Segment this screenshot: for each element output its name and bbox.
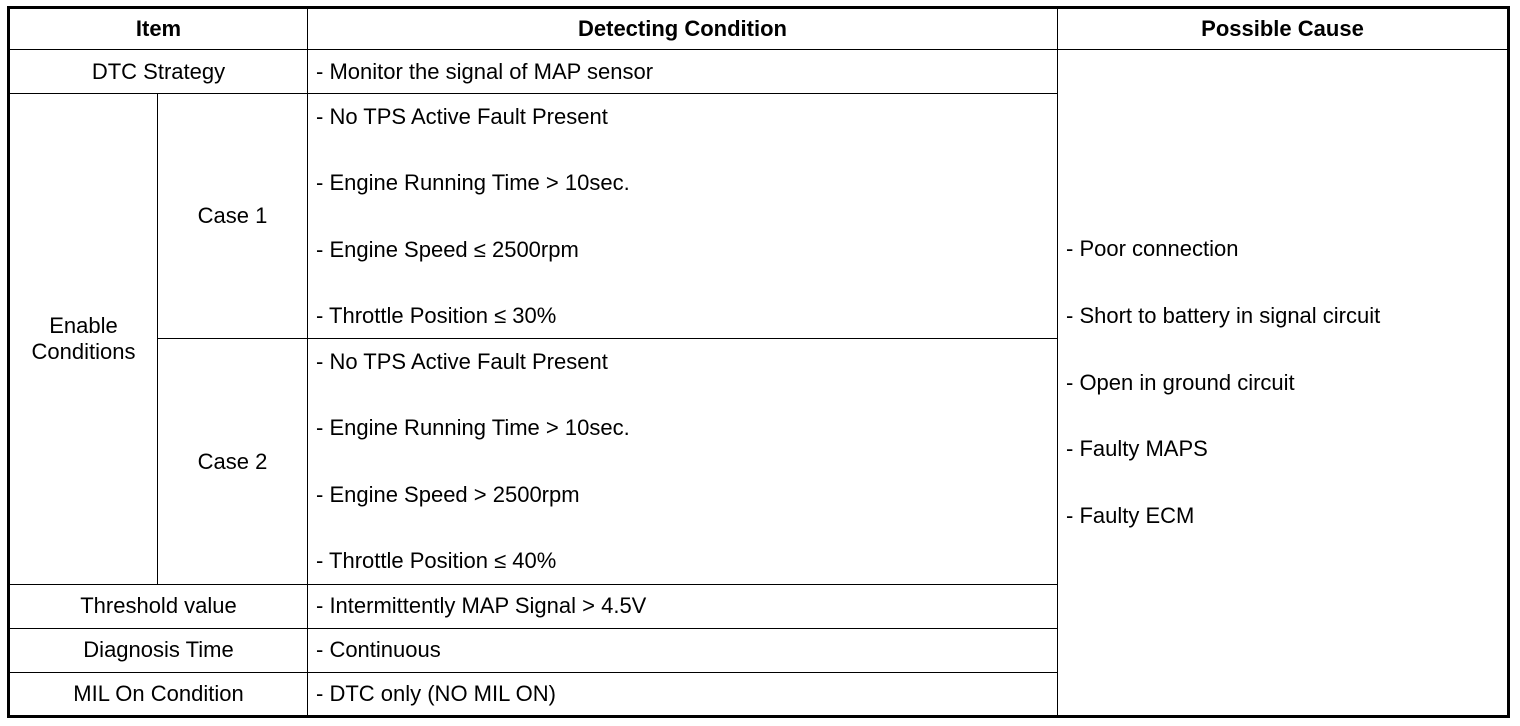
mil-on-condition-label: MIL On Condition [9, 672, 308, 716]
case1-conditions [308, 94, 1058, 339]
case2-conditions [308, 339, 1058, 584]
diagnosis-time-label: Diagnosis Time [9, 628, 308, 672]
case2-condition-item: - Engine Running Time > 10sec. [316, 415, 630, 441]
case1-condition-item: - Engine Running Time > 10sec. [316, 170, 630, 196]
table-row-dtc-strategy [9, 50, 1509, 94]
threshold-value-label: Threshold value [9, 584, 308, 628]
possible-cause-item: - Faulty ECM [1066, 502, 1195, 528]
case1-label: Case 1 [158, 94, 308, 339]
case1-condition-item: - Engine Speed ≤ 2500rpm [316, 236, 579, 262]
possible-cause-item: - Faulty MAPS [1066, 436, 1208, 462]
header-detecting-condition: Detecting Condition [308, 8, 1058, 50]
possible-cause-cell [1058, 50, 1509, 717]
case2-condition-item: - Throttle Position ≤ 40% [316, 548, 557, 574]
case2-label: Case 2 [158, 339, 308, 584]
header-possible-cause: Possible Cause [1058, 8, 1509, 50]
case1-condition-item: - Throttle Position ≤ 30% [316, 303, 557, 329]
enable-conditions-label: Enable Conditions [9, 94, 158, 585]
case1-condition-item: - No TPS Active Fault Present [316, 103, 608, 129]
dtc-table [7, 6, 1510, 718]
case2-condition-item: - Engine Speed > 2500rpm [316, 481, 580, 507]
dtc-strategy-condition: - Monitor the signal of MAP sensor [308, 50, 1058, 94]
possible-cause-item: - Poor connection [1066, 236, 1239, 262]
threshold-value-condition: - Intermittently MAP Signal > 4.5V [308, 584, 1058, 628]
header-item: Item [9, 8, 308, 50]
mil-on-condition-condition: - DTC only (NO MIL ON) [308, 672, 1058, 716]
possible-cause-item: - Open in ground circuit [1066, 369, 1295, 395]
case2-condition-item: - No TPS Active Fault Present [316, 348, 608, 374]
header-row [9, 8, 1509, 50]
dtc-strategy-label: DTC Strategy [9, 50, 308, 94]
possible-cause-item: - Short to battery in signal circuit [1066, 302, 1381, 328]
diagnosis-time-condition: - Continuous [308, 628, 1058, 672]
